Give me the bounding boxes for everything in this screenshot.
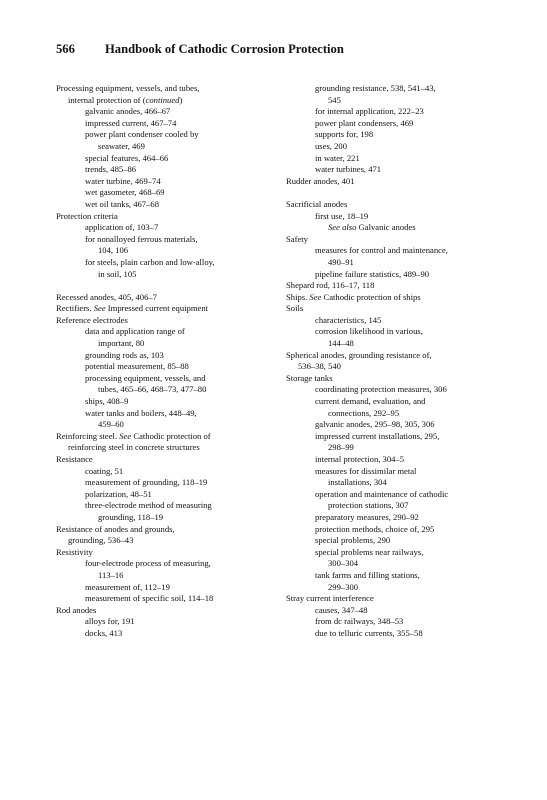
entry-text: 545 — [328, 94, 341, 105]
index-subentry — [286, 408, 518, 420]
index-subentry — [286, 547, 518, 559]
index-subentry — [286, 419, 518, 431]
entry-text: data and application range of — [85, 326, 185, 337]
entry-text: for internal application, 222–23 — [315, 106, 424, 117]
entry-text: docks, 413 — [85, 627, 123, 638]
entry-text: tank farms and filling stations, — [315, 569, 420, 580]
index-subentry — [56, 164, 288, 176]
entry-spacer — [56, 280, 288, 292]
entry-italic-text: See also — [328, 222, 357, 233]
index-subentry — [56, 419, 288, 431]
index-subentry — [56, 95, 288, 107]
index-subentry — [56, 373, 288, 385]
index-subentry — [286, 106, 518, 118]
index-subentry — [286, 558, 518, 570]
entry-text: from dc railways, 348–53 — [315, 616, 404, 627]
entry-text: seawater, 469 — [98, 140, 145, 151]
entry-italic-text: continued — [145, 94, 180, 105]
index-entry — [56, 83, 288, 95]
index-subentry — [56, 593, 288, 605]
index-subentry — [56, 129, 288, 141]
entry-text: special problems, 290 — [315, 535, 391, 546]
entry-text: power plant condensers, 469 — [315, 117, 414, 128]
entry-text: grounding, 536–43 — [68, 535, 134, 546]
index-subentry — [56, 558, 288, 570]
entry-text: special features, 464–66 — [85, 152, 169, 163]
entry-text: four-electrode process of measuring, — [85, 558, 211, 569]
entry-text: wet gasometer, 468–69 — [85, 187, 165, 198]
entry-text: trends, 485–86 — [85, 164, 137, 175]
entry-text: Processing equipment, vessels, and tubes, — [56, 83, 200, 93]
entry-text: Shepard rod, 116–17, 118 — [286, 280, 375, 291]
index-subentry — [56, 408, 288, 420]
index-entry — [56, 315, 288, 327]
index-entry — [56, 605, 288, 617]
entry-text: 459–60 — [98, 419, 124, 430]
index-entry — [56, 454, 288, 466]
entry-text: protection stations, 307 — [328, 500, 409, 511]
index-subentry — [56, 396, 288, 408]
entry-text: grounding rods as, 103 — [85, 349, 164, 360]
entry-text: causes, 347–48 — [315, 604, 368, 615]
index-subentry — [286, 222, 518, 234]
index-entry — [286, 292, 518, 304]
index-subentry — [56, 257, 288, 269]
index-entry — [286, 234, 518, 246]
entry-text: important, 80 — [98, 338, 145, 349]
entry-text: Protection criteria — [56, 210, 118, 221]
entry-text: application of, 103–7 — [85, 222, 159, 233]
entry-italic-text: See — [93, 303, 106, 314]
entry-text: tubes, 465–66, 468–73, 477–80 — [98, 384, 207, 395]
entry-text: measurement of, 112–19 — [85, 581, 170, 592]
index-subentry — [56, 176, 288, 188]
entry-text: protection methods, choice of, 295 — [315, 523, 435, 534]
entry-text: Recessed anodes, 405, 406–7 — [56, 291, 157, 302]
index-entry — [286, 303, 518, 315]
index-subentry — [286, 500, 518, 512]
entry-text: power plant condenser cooled by — [85, 129, 199, 140]
entry-text: Reference electrodes — [56, 314, 128, 325]
entry-text: Stray current interference — [286, 593, 374, 604]
entry-text: Rod anodes — [56, 604, 97, 615]
index-subentry — [56, 489, 288, 501]
index-entry — [56, 524, 288, 536]
entry-text: operation and maintenance of cathodic — [315, 488, 449, 499]
entry-text: current demand, evaluation, and — [315, 396, 426, 407]
index-subentry — [286, 396, 518, 408]
index-subentry — [286, 118, 518, 130]
index-subentry — [56, 477, 288, 489]
entry-text: measurement of specific soil, 114–18 — [85, 593, 214, 604]
index-subentry — [286, 315, 518, 327]
entry-text: measures for dissimilar metal — [315, 465, 417, 476]
entry-text: Safety — [286, 233, 308, 244]
index-column-left — [56, 83, 288, 640]
index-entry — [56, 431, 288, 443]
entry-text: connections, 292–95 — [328, 407, 400, 418]
entry-text: 104, 106 — [98, 245, 129, 256]
index-subentry — [56, 500, 288, 512]
entry-text: corrosion likelihood in various, — [315, 326, 423, 337]
entry-text-continued: Impressed current equipment — [105, 303, 209, 314]
entry-text: due to telluric currents, 355–58 — [315, 627, 423, 638]
index-subentry — [286, 512, 518, 524]
index-subentry — [286, 524, 518, 536]
entry-text: impressed current, 467–74 — [85, 117, 177, 128]
index-subentry — [56, 153, 288, 165]
index-subentry — [286, 616, 518, 628]
entry-text: 300–304 — [328, 558, 359, 569]
entry-text: Spherical anodes, grounding resistance of, — [286, 349, 432, 360]
entry-text: grounding resistance, 538, 541–43, — [315, 83, 436, 93]
entry-text: installations, 304 — [328, 477, 387, 488]
index-subentry — [56, 106, 288, 118]
index-subentry — [286, 269, 518, 281]
entry-text: Rudder anodes, 401 — [286, 175, 355, 186]
entry-spacer — [286, 187, 518, 199]
entry-text: for nonalloyed ferrous materials, — [85, 233, 198, 244]
index-subentry — [286, 326, 518, 338]
index-entry — [56, 211, 288, 223]
index-subentry — [56, 361, 288, 373]
entry-text: processing equipment, vessels, and — [85, 372, 206, 383]
entry-italic-text: See — [309, 291, 322, 302]
index-subentry — [286, 83, 518, 95]
index-subentry — [56, 582, 288, 594]
index-subentry — [286, 466, 518, 478]
index-entry — [56, 547, 288, 559]
entry-text: Soils — [286, 303, 304, 314]
entry-text: Reinforcing steel. — [56, 430, 120, 441]
entry-text: Resistance — [56, 454, 93, 464]
entry-text: coordinating protection measures, 306 — [315, 384, 447, 395]
index-subentry — [286, 605, 518, 617]
entry-text-continued: ) — [179, 94, 183, 105]
entry-text: alloys for, 191 — [85, 616, 135, 627]
index-subentry — [286, 454, 518, 466]
entry-italic-text: See — [119, 430, 132, 441]
index-subentry — [56, 222, 288, 234]
entry-text: 536–38, 540 — [298, 361, 341, 372]
entry-text: in water, 221 — [315, 152, 360, 163]
index-subentry — [286, 442, 518, 454]
entry-text: water turbine, 469–74 — [85, 175, 161, 186]
entry-text: first use, 18–19 — [315, 210, 369, 221]
index-subentry — [286, 338, 518, 350]
entry-text: Resistivity — [56, 546, 93, 557]
entry-text: 299–300 — [328, 581, 359, 592]
entry-text: in soil, 105 — [98, 268, 137, 279]
index-entry — [56, 303, 288, 315]
entry-text: 144–48 — [328, 338, 354, 349]
entry-text: ships, 408–9 — [85, 396, 129, 407]
index-subentry — [286, 628, 518, 640]
entry-text: pipeline failure statistics, 489–90 — [315, 268, 430, 279]
index-subentry — [56, 245, 288, 257]
page-header — [56, 42, 344, 57]
index-subentry — [56, 442, 288, 454]
index-entry — [56, 292, 288, 304]
entry-text: coating, 51 — [85, 465, 124, 476]
index-entry — [286, 199, 518, 211]
index-subentry — [286, 95, 518, 107]
index-subentry — [56, 199, 288, 211]
index-subentry — [286, 582, 518, 594]
entry-text: 298–99 — [328, 442, 354, 453]
index-subentry — [286, 361, 518, 373]
index-entry — [286, 176, 518, 188]
index-subentry — [56, 628, 288, 640]
index-subentry — [286, 477, 518, 489]
index-subentry — [286, 153, 518, 165]
index-subentry — [286, 489, 518, 501]
index-subentry — [56, 570, 288, 582]
index-subentry — [56, 512, 288, 524]
index-subentry — [286, 570, 518, 582]
entry-text: Storage tanks — [286, 372, 333, 383]
index-subentry — [56, 384, 288, 396]
entry-text: special problems near railways, — [315, 546, 424, 557]
entry-text-continued: Cathodic protection of — [131, 430, 211, 441]
book-title: Handbook of Cathodic Corrosion Protection — [105, 42, 344, 56]
entry-text: 490–91 — [328, 256, 354, 267]
entry-text: Ships. — [286, 291, 310, 302]
entry-text: three-electrode method of measuring — [85, 500, 212, 511]
index-column-right — [286, 83, 518, 640]
index-subentry — [56, 269, 288, 281]
entry-text: wet oil tanks, 467–68 — [85, 198, 159, 209]
entry-text: characteristics, 145 — [315, 314, 382, 325]
entry-text: grounding, 118–19 — [98, 511, 164, 522]
index-subentry — [56, 338, 288, 350]
index-subentry — [286, 431, 518, 443]
index-subentry — [56, 187, 288, 199]
entry-text: internal protection, 304–5 — [315, 454, 405, 464]
entry-text: supports for, 198 — [315, 129, 374, 140]
page-number: 566 — [56, 42, 75, 56]
entry-text: water tanks and boilers, 448–49, — [85, 407, 197, 418]
index-subentry — [56, 350, 288, 362]
entry-text: internal protection of ( — [68, 94, 146, 105]
entry-text: impressed current installations, 295, — [315, 430, 440, 441]
entry-text: water turbines, 471 — [315, 164, 382, 175]
entry-text: preparatory measures, 290–92 — [315, 511, 419, 522]
entry-text: Resistance of anodes and grounds, — [56, 523, 175, 534]
entry-text: Rectifiers. — [56, 303, 94, 314]
entry-text: reinforcing steel in concrete structures — [68, 442, 200, 453]
entry-text: 113–16 — [98, 569, 124, 580]
index-entry — [286, 373, 518, 385]
index-subentry — [56, 118, 288, 130]
entry-text: measures for control and maintenance, — [315, 245, 448, 256]
entry-text: for steels, plain carbon and low-alloy, — [85, 256, 215, 267]
entry-text: measurement of grounding, 118–19 — [85, 477, 208, 488]
entry-text-continued: Cathodic protection of ships — [321, 291, 421, 302]
entry-text: Sacrificial anodes — [286, 198, 348, 209]
index-subentry — [56, 466, 288, 478]
entry-text: uses, 200 — [315, 140, 347, 151]
entry-text-continued: Galvanic anodes — [356, 222, 416, 233]
index-subentry — [286, 257, 518, 269]
entry-text: galvanic anodes, 295–98, 305, 306 — [315, 419, 435, 430]
entry-text: polarization, 48–51 — [85, 488, 152, 499]
index-subentry — [286, 141, 518, 153]
index-subentry — [286, 211, 518, 223]
index-subentry — [286, 535, 518, 547]
index-entry — [286, 350, 518, 362]
index-subentry — [56, 616, 288, 628]
index-subentry — [286, 164, 518, 176]
index-entry — [286, 593, 518, 605]
index-subentry — [56, 141, 288, 153]
entry-text: potential measurement, 85–88 — [85, 361, 189, 372]
index-subentry — [286, 245, 518, 257]
index-subentry — [56, 234, 288, 246]
entry-text: galvanic anodes, 466–67 — [85, 106, 171, 117]
index-subentry — [286, 384, 518, 396]
index-entry — [286, 280, 518, 292]
index-subentry — [56, 326, 288, 338]
index-subentry — [286, 129, 518, 141]
index-subentry — [56, 535, 288, 547]
